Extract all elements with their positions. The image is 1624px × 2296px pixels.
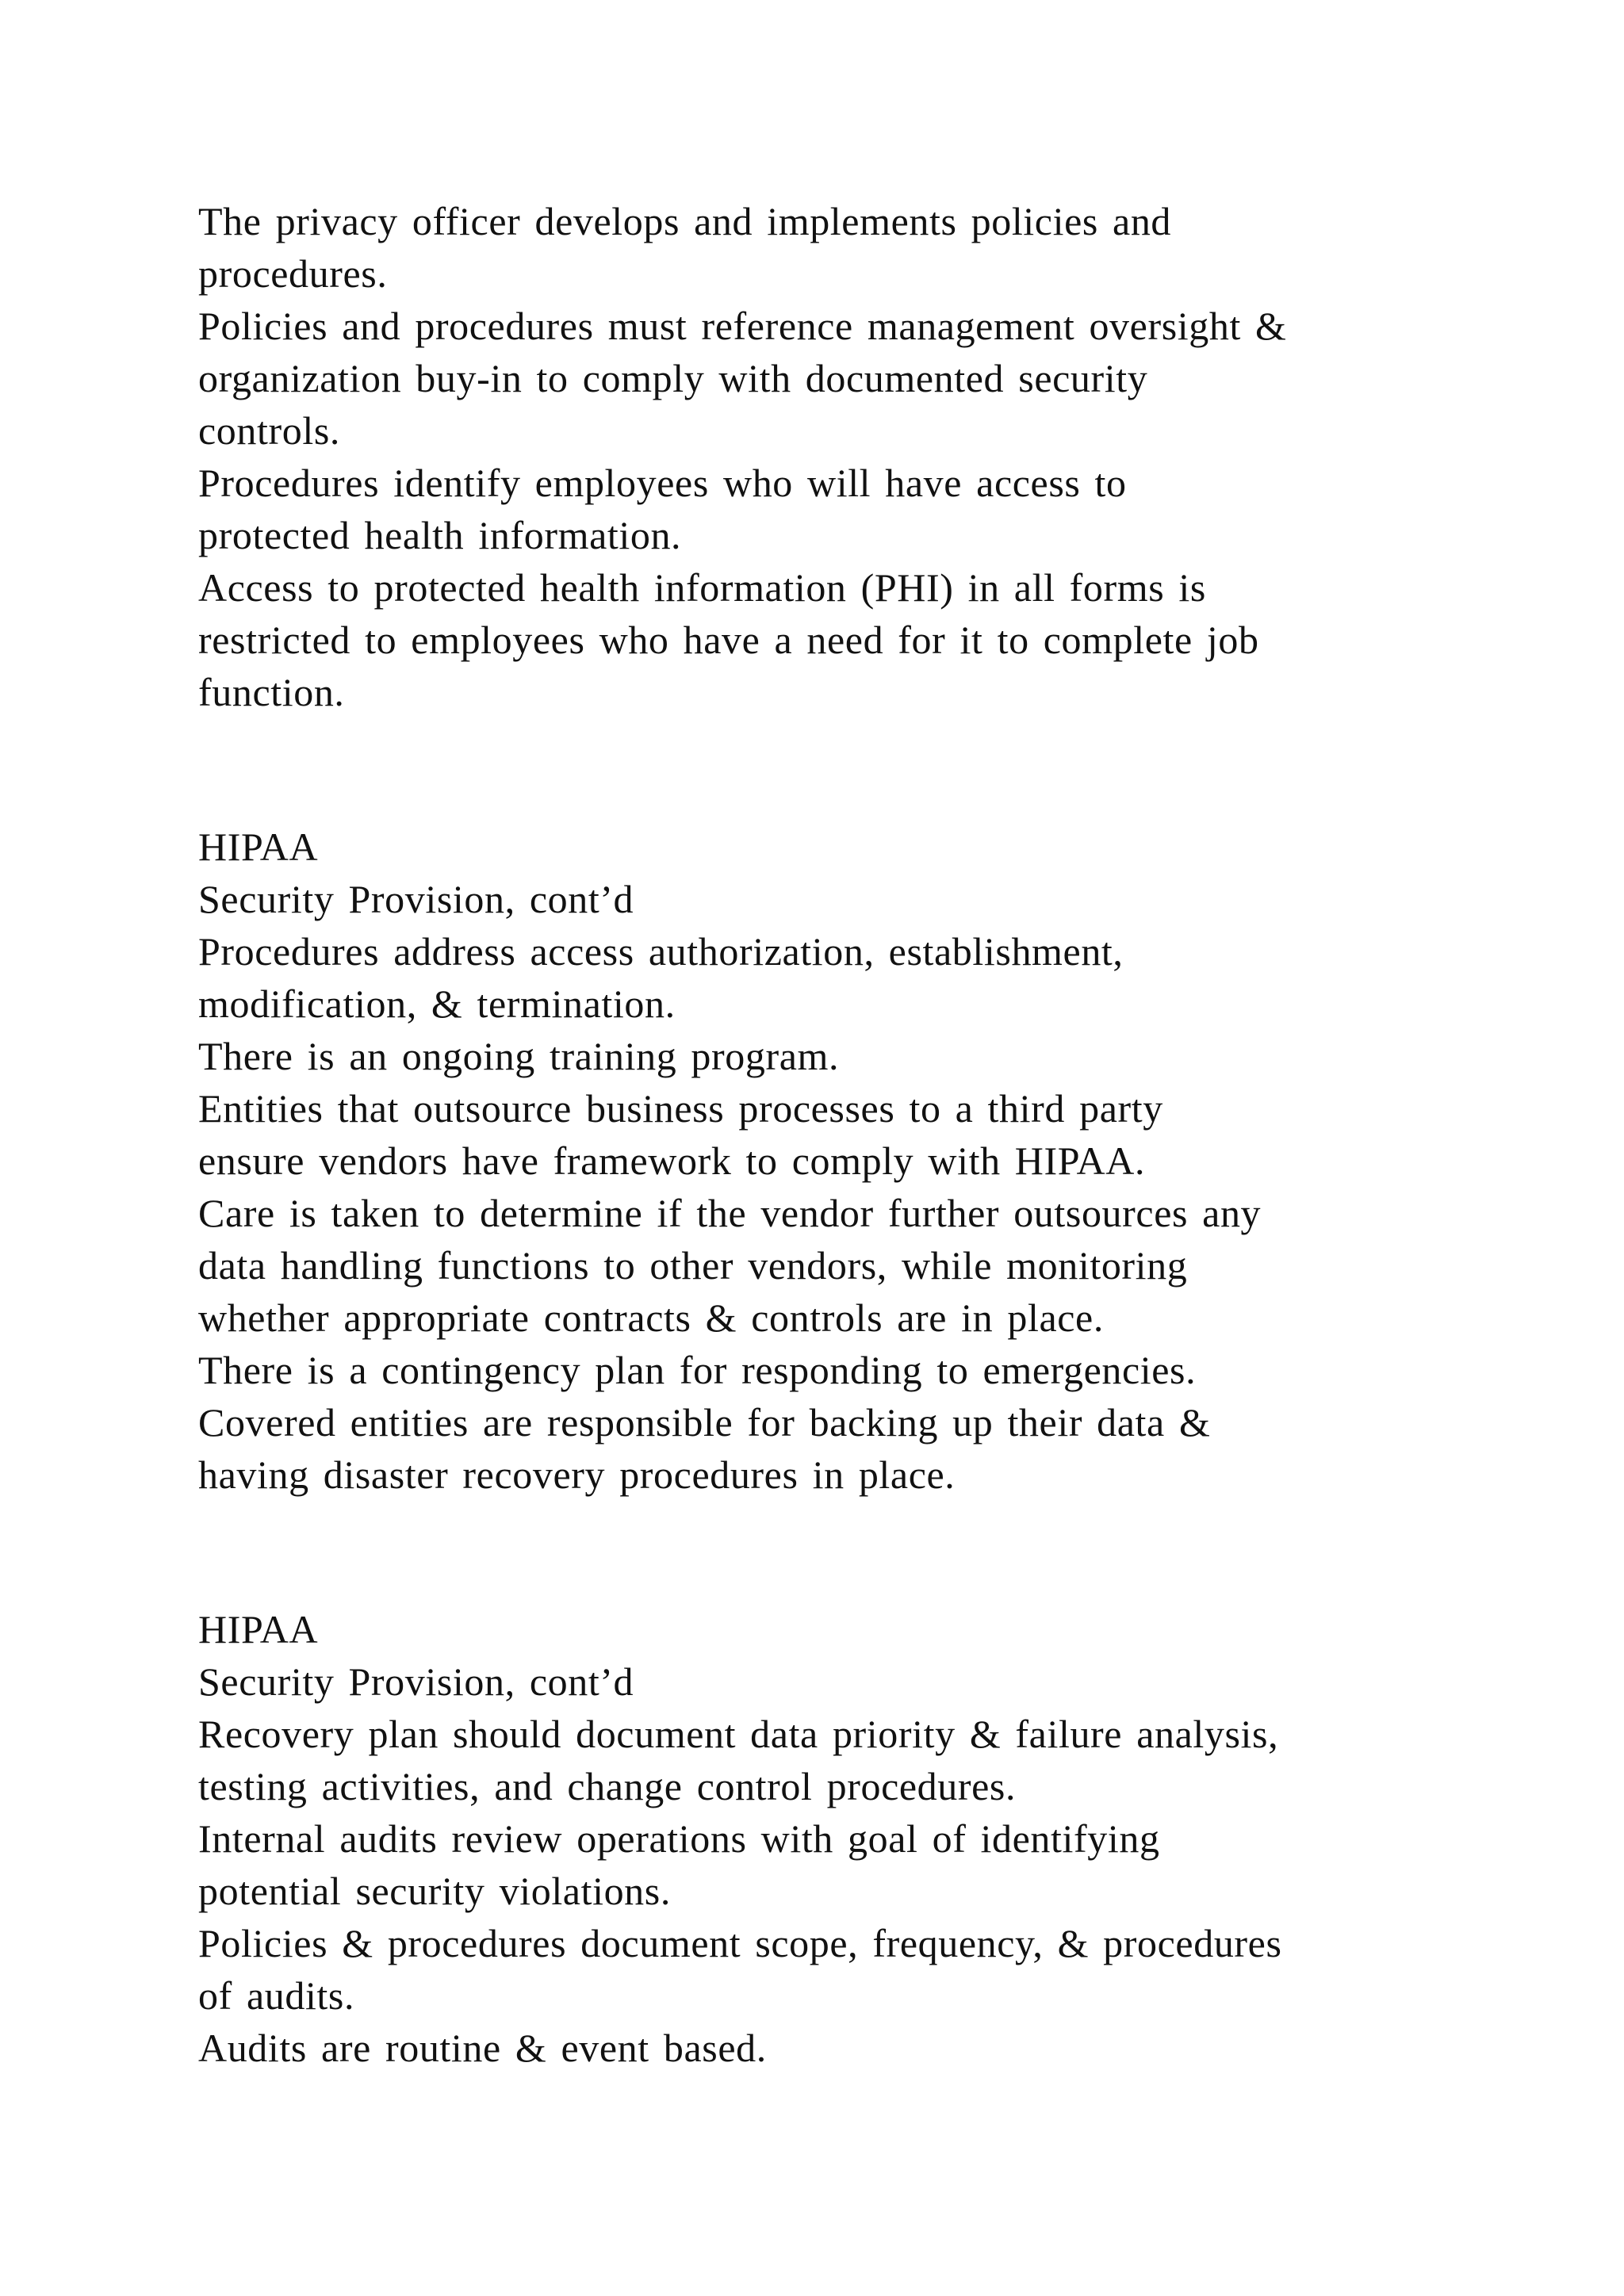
- text-line: Procedures address access authorization, establishment,: [198, 929, 1124, 974]
- text-line: organization buy-in to comply with documented security: [198, 356, 1148, 400]
- security-provision-section-2: [198, 1603, 1467, 2074]
- text-line: having disaster recovery procedures in place.: [198, 1452, 956, 1497]
- text-line: testing activities, and change control procedures.: [198, 1764, 1017, 1808]
- section-subheading: Security Provision, cont’d: [198, 1659, 634, 1704]
- security-provision-section-1: [198, 821, 1467, 1501]
- text-line: controls.: [198, 408, 340, 453]
- text-line: There is a contingency plan for responding to emergencies.: [198, 1348, 1197, 1392]
- text-line: Policies and procedures must reference management oversight &: [198, 304, 1287, 348]
- text-line: data handling functions to other vendors, while monitoring: [198, 1243, 1188, 1288]
- text-line: Recovery plan should document data priority & failure analysis,: [198, 1712, 1279, 1756]
- text-line: The privacy officer develops and implements policies and: [198, 199, 1172, 243]
- text-line: Access to protected health information (PHI) in all forms is: [198, 565, 1206, 610]
- text-line: restricted to employees who have a need for it to complete job: [198, 618, 1259, 662]
- text-line: procedures.: [198, 251, 388, 296]
- text-line: Entities that outsource business processes to a third party: [198, 1086, 1163, 1131]
- text-line: of audits.: [198, 1973, 355, 2018]
- text-line: Procedures identify employees who will have access to: [198, 461, 1127, 505]
- section-heading: HIPAA: [198, 1607, 319, 1651]
- text-line: Policies & procedures document scope, frequency, & procedures: [198, 1921, 1282, 1965]
- text-line: ensure vendors have framework to comply with HIPAA.: [198, 1138, 1146, 1183]
- text-line: modification, & termination.: [198, 982, 676, 1026]
- privacy-officer-section: [198, 195, 1467, 718]
- text-line: potential security violations.: [198, 1869, 671, 1913]
- text-line: protected health information.: [198, 513, 682, 557]
- text-line: Internal audits review operations with goal of identifying: [198, 1816, 1160, 1861]
- section-heading: HIPAA: [198, 825, 319, 869]
- section-subheading: Security Provision, cont’d: [198, 877, 634, 921]
- text-line: function.: [198, 670, 345, 714]
- text-line: Covered entities are responsible for backing up their data &: [198, 1400, 1211, 1445]
- text-line: Care is taken to determine if the vendor further outsources any: [198, 1191, 1262, 1235]
- text-line: whether appropriate contracts & controls are in place.: [198, 1295, 1104, 1340]
- text-line: Audits are routine & event based.: [198, 2026, 767, 2070]
- text-line: There is an ongoing training program.: [198, 1034, 840, 1078]
